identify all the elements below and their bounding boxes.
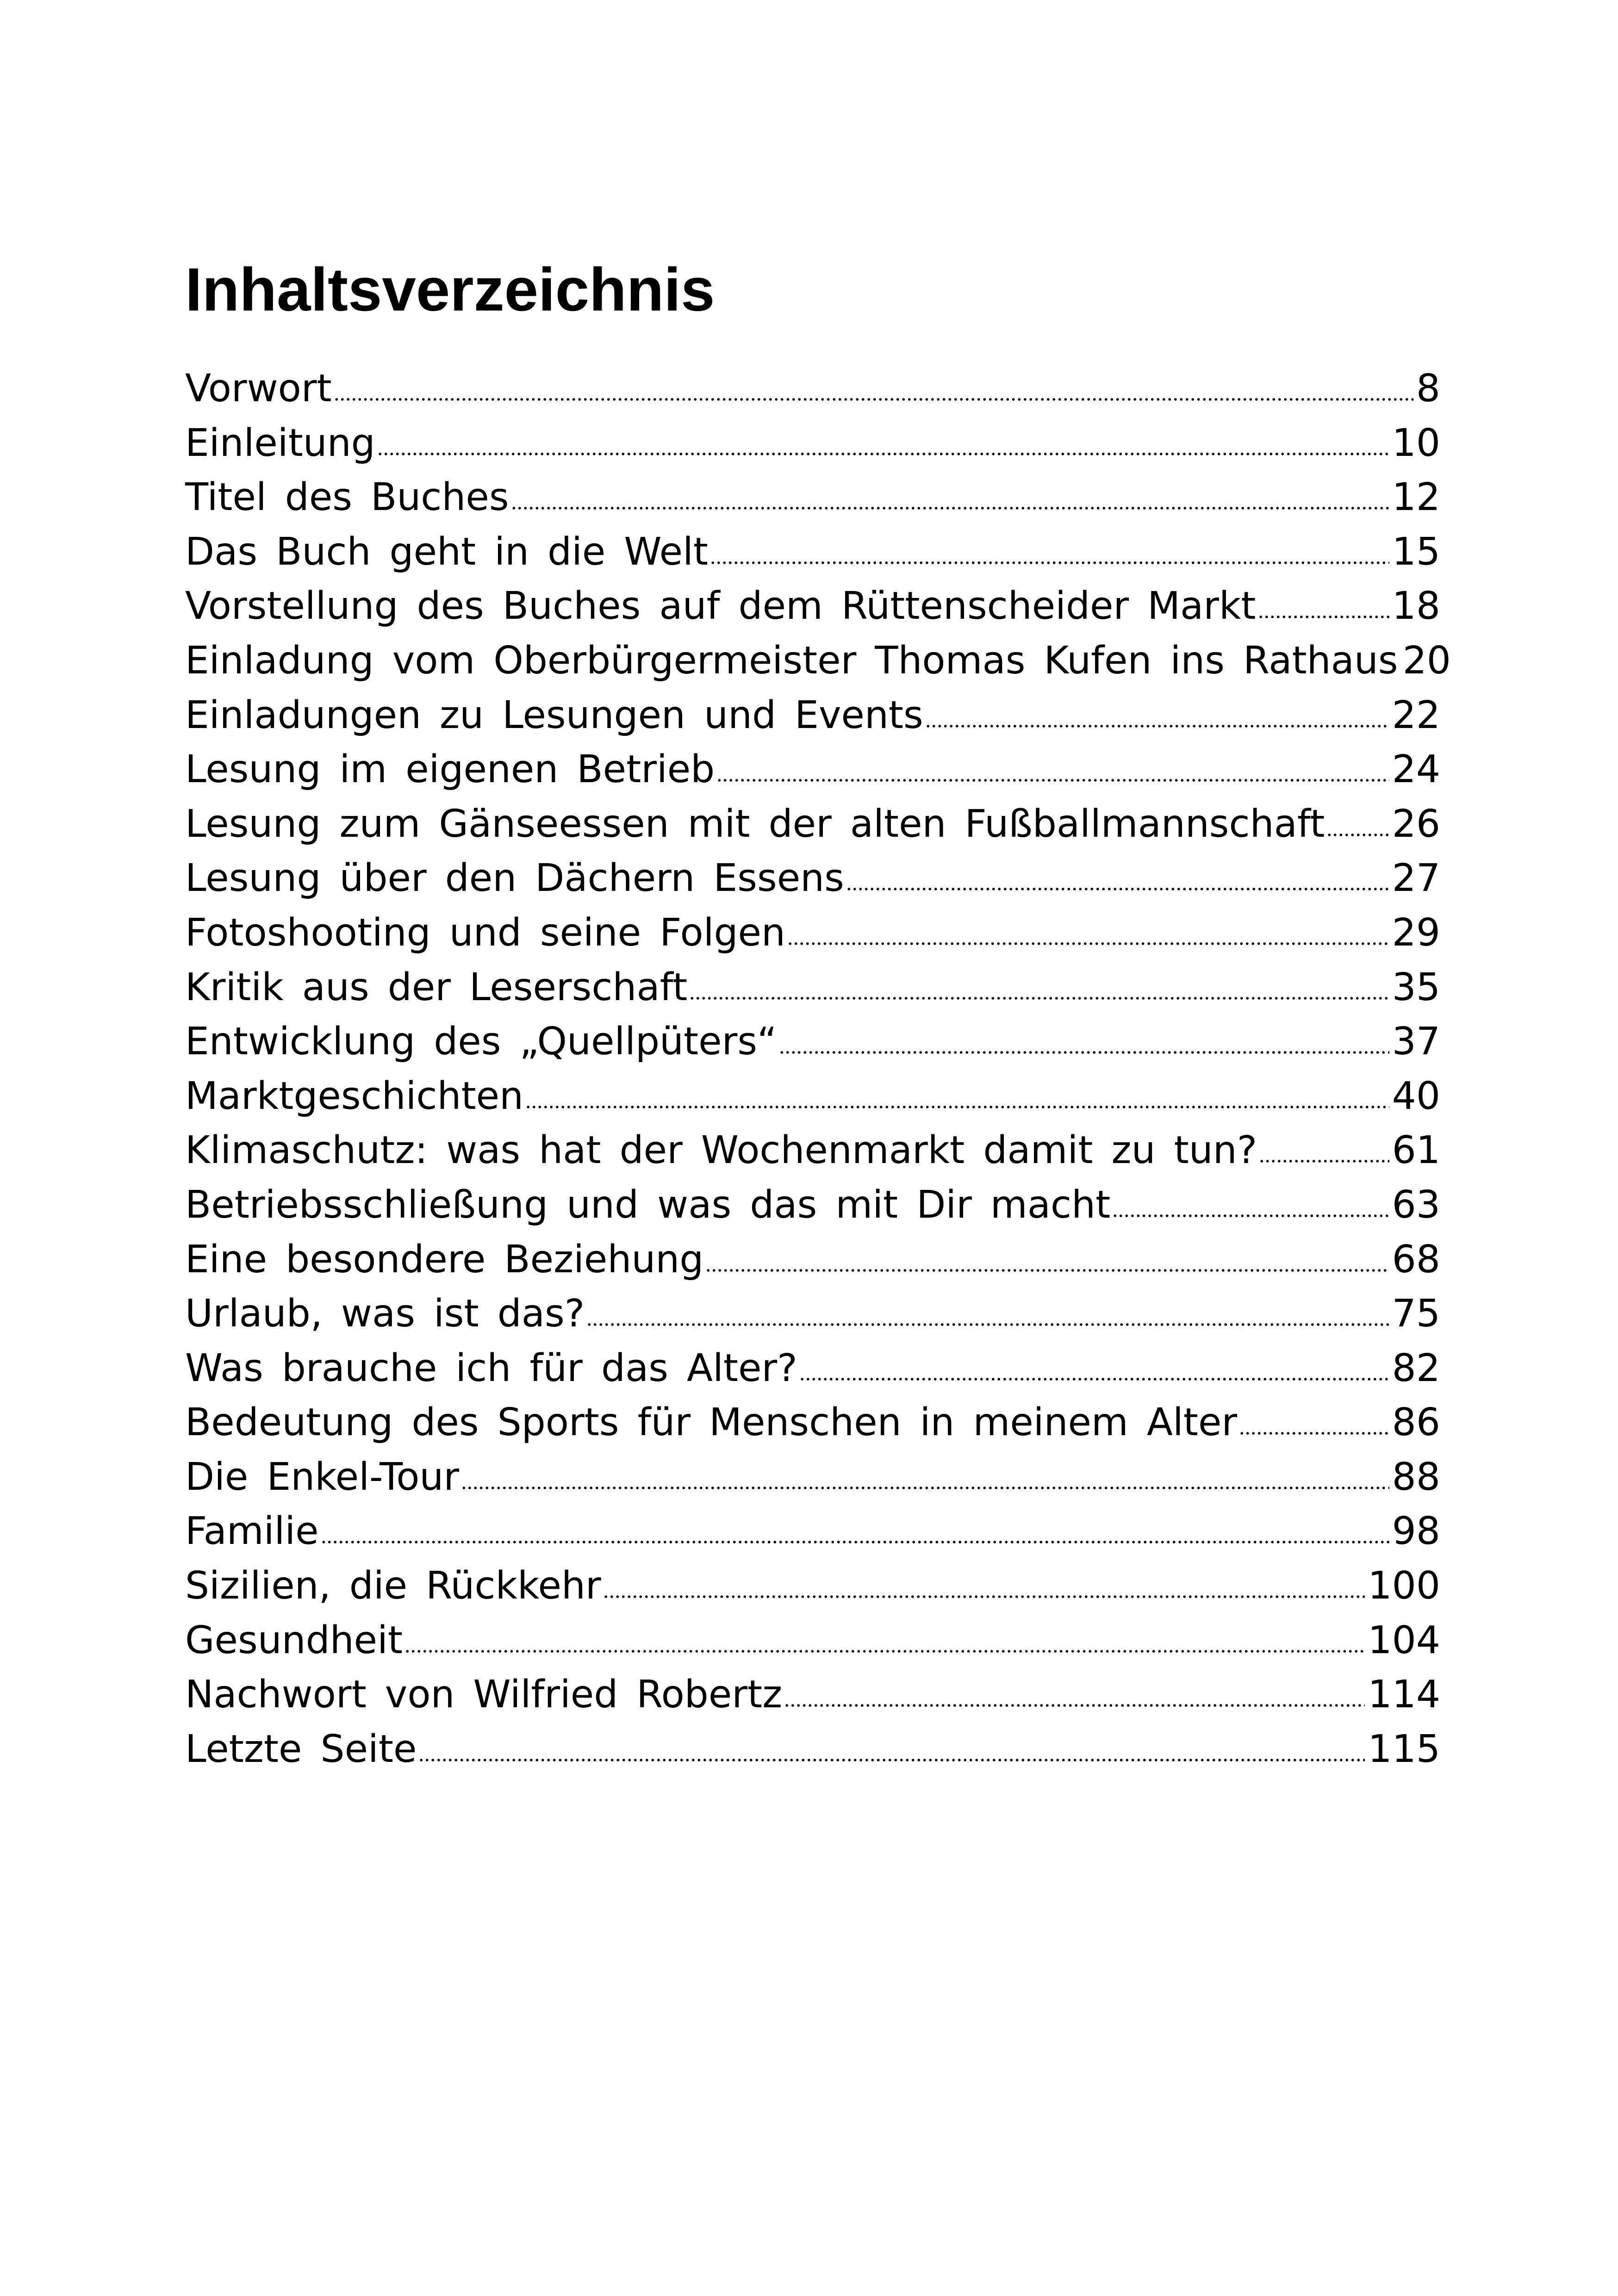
toc-entry-label: Das Buch geht in die Welt	[185, 529, 709, 574]
toc-entry	[185, 525, 1440, 579]
dot-leader	[418, 1758, 1365, 1762]
toc-entry	[185, 1069, 1440, 1124]
dot-leader	[525, 1105, 1389, 1109]
dot-leader	[716, 778, 1389, 782]
dot-leader	[603, 1595, 1365, 1599]
dot-leader	[404, 1649, 1365, 1653]
toc-entry-label: Eine besondere Beziehung	[185, 1237, 704, 1282]
toc-entry-page-number: 75	[1392, 1292, 1440, 1336]
dot-leader	[779, 1051, 1389, 1054]
toc-entry-page-number: 61	[1392, 1128, 1440, 1173]
toc-entry-label: Urlaub, was ist das?	[185, 1292, 585, 1336]
toc-entry	[185, 1178, 1440, 1232]
toc-entry-label: Familie	[185, 1509, 319, 1554]
toc-entry-page-number: 29	[1392, 910, 1440, 955]
toc-entry	[185, 1559, 1440, 1613]
toc-entry	[185, 1722, 1440, 1777]
toc-entry-page-number: 40	[1392, 1074, 1440, 1118]
toc-entry-page-number: 98	[1392, 1509, 1440, 1554]
dot-leader	[1112, 1214, 1389, 1218]
toc-entry-label: Lesung über den Dächern Essens	[185, 856, 844, 901]
toc-entry	[185, 906, 1440, 960]
toc-entry-page-number: 15	[1392, 529, 1440, 574]
toc-entry-label: Letzte Seite	[185, 1727, 417, 1771]
dot-leader	[705, 1269, 1389, 1272]
dot-leader	[586, 1323, 1389, 1326]
dot-leader	[925, 724, 1389, 728]
table-of-contents	[185, 361, 1451, 1776]
toc-entry	[185, 742, 1440, 797]
toc-entry-label: Lesung im eigenen Betrieb	[185, 747, 715, 792]
toc-entry-label: Titel des Buches	[185, 475, 509, 520]
toc-entry	[185, 416, 1440, 471]
toc-entry-page-number: 20	[1402, 638, 1451, 683]
toc-entry	[185, 1287, 1440, 1341]
toc-entry-page-number: 12	[1392, 475, 1440, 520]
dot-leader	[1326, 833, 1389, 837]
toc-entry-page-number: 24	[1392, 747, 1440, 792]
toc-entry-page-number: 27	[1392, 856, 1440, 901]
toc-entry-label: Fotoshooting und seine Folgen	[185, 910, 785, 955]
toc-entry	[185, 634, 1451, 688]
toc-entry-page-number: 37	[1392, 1020, 1440, 1064]
toc-entry	[185, 1504, 1440, 1559]
toc-entry	[185, 1450, 1440, 1505]
toc-entry	[185, 960, 1440, 1015]
toc-entry	[185, 797, 1440, 852]
toc-entry-page-number: 104	[1368, 1618, 1440, 1662]
dot-leader	[689, 996, 1389, 1000]
toc-entry-page-number: 86	[1392, 1400, 1440, 1445]
page-title: Inhaltsverzeichnis	[185, 255, 715, 324]
toc-entry-label: Nachwort von Wilfried Robertz	[185, 1673, 783, 1717]
toc-entry-page-number: 26	[1392, 802, 1440, 846]
dot-leader	[1258, 615, 1389, 619]
toc-entry	[185, 1014, 1440, 1069]
toc-entry-label: Gesundheit	[185, 1618, 403, 1662]
dot-leader	[377, 452, 1389, 456]
toc-entry-label: Die Enkel-Tour	[185, 1455, 460, 1499]
toc-entry	[185, 1341, 1440, 1396]
toc-entry-page-number: 10	[1392, 421, 1440, 465]
toc-entry-label: Marktgeschichten	[185, 1074, 524, 1118]
dot-leader	[799, 1377, 1389, 1381]
toc-entry	[185, 688, 1440, 743]
toc-entry-label: Betriebsschließung und was das mit Dir macht	[185, 1182, 1111, 1227]
toc-entry-label: Einladungen zu Lesungen und Events	[185, 693, 923, 737]
toc-entry-page-number: 68	[1392, 1237, 1440, 1282]
toc-entry-page-number: 22	[1392, 693, 1440, 737]
toc-entry-page-number: 35	[1392, 965, 1440, 1009]
dot-leader	[846, 887, 1389, 891]
dot-leader	[461, 1486, 1389, 1490]
toc-entry-page-number: 8	[1416, 367, 1440, 411]
toc-entry-label: Bedeutung des Sports für Menschen in meinem Alter	[185, 1400, 1238, 1445]
dot-leader	[1259, 1159, 1389, 1163]
toc-entry-label: Entwicklung des „Quellpüters“	[185, 1020, 777, 1064]
dot-leader	[321, 1540, 1389, 1544]
dot-leader	[787, 942, 1389, 946]
toc-entry	[185, 1232, 1440, 1287]
dot-leader	[334, 398, 1413, 401]
toc-entry-page-number: 115	[1368, 1727, 1440, 1771]
toc-entry	[185, 851, 1440, 906]
toc-entry	[185, 1668, 1440, 1722]
toc-entry	[185, 579, 1440, 634]
toc-entry	[185, 1395, 1440, 1450]
toc-entry-label: Was brauche ich für das Alter?	[185, 1346, 797, 1390]
toc-entry-page-number: 88	[1392, 1455, 1440, 1499]
toc-entry-page-number: 82	[1392, 1346, 1440, 1390]
toc-entry-label: Einleitung	[185, 421, 375, 465]
dot-leader	[710, 561, 1389, 565]
toc-entry-label: Sizilien, die Rückkehr	[185, 1564, 601, 1608]
toc-entry	[185, 1613, 1440, 1668]
toc-entry-label: Klimaschutz: was hat der Wochenmarkt damit zu tun?	[185, 1128, 1257, 1173]
dot-leader	[511, 506, 1389, 510]
toc-entry-page-number: 63	[1392, 1182, 1440, 1227]
toc-entry	[185, 470, 1440, 525]
toc-entry-page-number: 100	[1368, 1564, 1440, 1608]
toc-entry-page-number: 114	[1368, 1673, 1440, 1717]
toc-entry-label: Lesung zum Gänseessen mit der alten Fußballmannschaft	[185, 802, 1325, 846]
toc-entry-page-number: 18	[1392, 584, 1440, 628]
toc-entry-label: Kritik aus der Leserschaft	[185, 965, 688, 1009]
toc-entry-label: Vorstellung des Buches auf dem Rüttenscheider Markt	[185, 584, 1256, 628]
dot-leader	[1239, 1431, 1389, 1435]
toc-entry-label: Vorwort	[185, 367, 332, 411]
dot-leader	[784, 1704, 1365, 1707]
toc-entry	[185, 361, 1440, 416]
toc-entry	[185, 1123, 1440, 1178]
toc-entry-label: Einladung vom Oberbürgermeister Thomas Kufen ins Rathaus	[185, 638, 1398, 683]
